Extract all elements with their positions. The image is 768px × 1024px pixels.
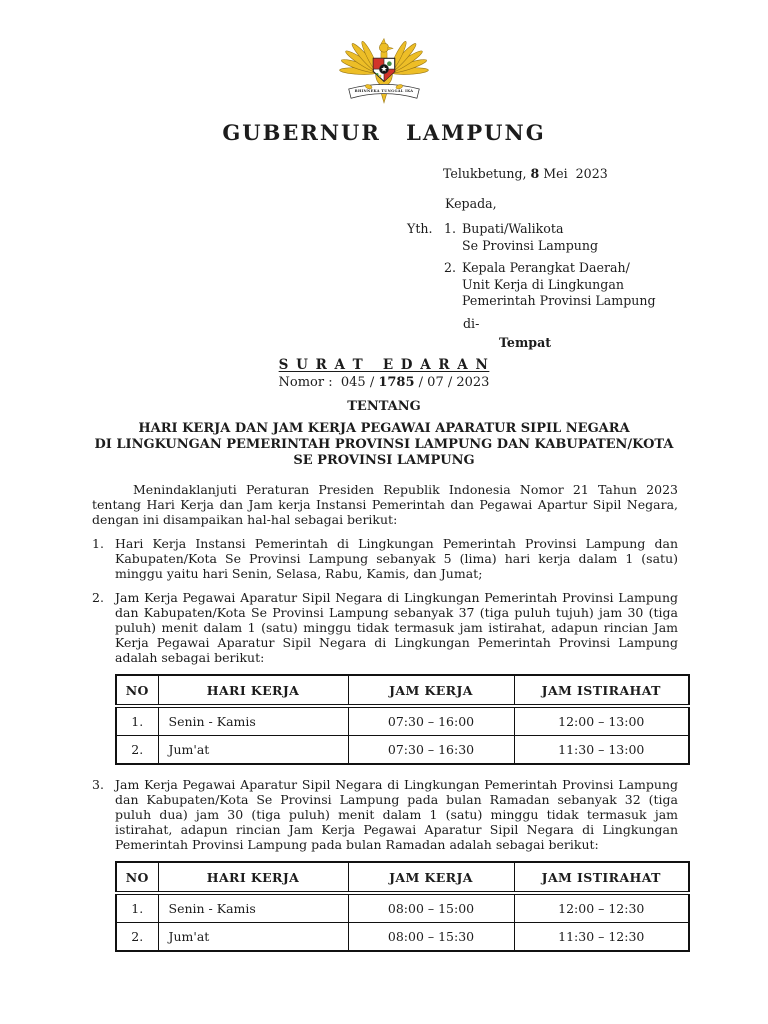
list-item-3-number: 3. bbox=[92, 777, 104, 792]
table-row bbox=[116, 706, 689, 736]
tempat-label: Tempat bbox=[499, 335, 552, 350]
table-1-r1-break: 12:00 – 13:00 bbox=[514, 706, 689, 736]
garuda-pancasila-icon bbox=[338, 26, 430, 106]
table-1-header-row bbox=[116, 675, 689, 706]
nomor-number: 1785 bbox=[378, 375, 415, 390]
list-item-1 bbox=[92, 536, 678, 581]
table-1-r1-day: Senin - Kamis bbox=[158, 706, 348, 736]
list-item-3-text: Jam Kerja Pegawai Aparatur Sipil Negara di Lingkungan Pemerintah Provinsi Lampung dan Kabupaten/Kota Se Provinsi Lampung pada bulan Ramadan sebanyak 32 (tiga puluh dua) jam 30 (tiga puluh) menit dalam 1 (satu) minggu tidak termasuk jam istirahat, adapun rincian Jam Kerja Pegawai Aparatur Sipil Negara di Lingkungan Pemerintah Provinsi Lampung pada bulan Ramadan adalah sebagai berikut: bbox=[115, 777, 678, 852]
org-title: GUBERNUR LAMPUNG bbox=[222, 120, 546, 145]
dateline-rest: Mei 2023 bbox=[539, 166, 608, 181]
work-hours-table-regular bbox=[115, 674, 690, 765]
table-1-r1-work: 07:30 – 16:00 bbox=[348, 706, 514, 736]
dateline bbox=[443, 166, 707, 183]
list-item-3 bbox=[92, 777, 678, 852]
recipient-2-number: 2. bbox=[444, 260, 457, 275]
table-2-r1-work: 08:00 – 15:00 bbox=[348, 893, 514, 923]
recipient-2-line-1: Kepala Perangkat Daerah/ bbox=[462, 260, 630, 275]
table-2-r2-day: Jum'at bbox=[158, 923, 348, 952]
recipient-1-line-2: Se Provinsi Lampung bbox=[462, 237, 599, 253]
nomor-line bbox=[0, 375, 768, 391]
letterhead bbox=[0, 0, 768, 106]
document-title-line-1: HARI KERJA DAN JAM KERJA PEGAWAI APARATUR SIPIL NEGARA bbox=[138, 421, 630, 436]
list-item-2-text: Jam Kerja Pegawai Aparatur Sipil Negara di Lingkungan Pemerintah Provinsi Lampung dan Kabupaten/Kota Se Provinsi Lampung sebanyak 37 (tiga puluh tujuh) jam 30 (tiga puluh) menit dalam 1 (satu) minggu tidak termasuk jam istirahat, adapun rincian Jam Kerja Pegawai Aparatur Sipil Negara di Lingkungan Pemerintah Provinsi Lampung adalah sebagai berikut: bbox=[115, 590, 678, 665]
table-2-col-no: NO bbox=[116, 862, 158, 893]
table-2-col-hari-kerja: HARI KERJA bbox=[158, 862, 348, 893]
recipient-2 bbox=[407, 260, 707, 310]
table-1-r2-break: 11:30 – 13:00 bbox=[514, 736, 689, 765]
table-1-col-jam-kerja: JAM KERJA bbox=[348, 675, 514, 706]
table-1-r2-work: 07:30 – 16:30 bbox=[348, 736, 514, 765]
table-2-r2-no: 2. bbox=[116, 923, 158, 952]
recipient-1 bbox=[407, 221, 707, 254]
list-item-2 bbox=[92, 590, 678, 665]
subject-block bbox=[0, 357, 768, 469]
work-hours-table-ramadan bbox=[115, 861, 690, 952]
recipient-2-line-2: Unit Kerja di Lingkungan bbox=[462, 276, 624, 292]
nomor-prefix: Nomor : 045 / bbox=[278, 375, 379, 390]
table-1-r2-day: Jum'at bbox=[158, 736, 348, 765]
opening-paragraph: Menindaklanjuti Peraturan Presiden Republik Indonesia Nomor 21 Tahun 2023 tentang Hari Kerja dan Jam kerja Instansi Pemerintah dan Pegawai Apartur Sipil Negara, dengan ini disampaikan hal-hal sebagai berikut: bbox=[92, 482, 678, 527]
recipient-2-line-3: Pemerintah Provinsi Lampung bbox=[462, 293, 656, 308]
table-row bbox=[116, 736, 689, 765]
table-row bbox=[116, 923, 689, 952]
dateline-place: Telukbetung, bbox=[443, 166, 531, 181]
surat-edaran-heading: S U R A T E D A R A N bbox=[278, 357, 490, 373]
address-block bbox=[407, 166, 707, 352]
table-1-col-jam-istirahat: JAM ISTIRAHAT bbox=[514, 675, 689, 706]
nomor-suffix: / 07 / 2023 bbox=[414, 375, 490, 390]
recipient-1-line-1: Bupati/Walikota bbox=[462, 221, 564, 236]
table-1-r2-no: 2. bbox=[116, 736, 158, 765]
yth-label: Yth. bbox=[407, 221, 433, 236]
table-2-r2-break: 11:30 – 12:30 bbox=[514, 923, 689, 952]
list-item-1-number: 1. bbox=[92, 536, 104, 551]
list-item-1-text: Hari Kerja Instansi Pemerintah di Lingkungan Pemerintah Provinsi Lampung dan Kabupaten/Kota Se Provinsi Lampung sebanyak 5 (lima) hari kerja dalam 1 (satu) minggu yaitu hari Senin, Selasa, Rabu, Kamis, dan Jumat; bbox=[115, 536, 678, 581]
list-item-2-number: 2. bbox=[92, 590, 104, 605]
table-row bbox=[116, 893, 689, 923]
emblem-motto: BHINNEKA TUNGGAL IKA bbox=[354, 89, 414, 94]
table-2-header-row bbox=[116, 862, 689, 893]
table-2-r2-work: 08:00 – 15:30 bbox=[348, 923, 514, 952]
recipient-1-number: 1. bbox=[444, 221, 457, 236]
table-1-col-no: NO bbox=[116, 675, 158, 706]
kepada-label: Kepada, bbox=[445, 195, 497, 211]
letter-body bbox=[92, 482, 678, 952]
di-label: di- bbox=[463, 315, 480, 331]
dateline-day: 8 bbox=[530, 166, 540, 181]
table-2-r1-break: 12:00 – 12:30 bbox=[514, 893, 689, 923]
document-title bbox=[0, 421, 768, 469]
table-1-col-hari-kerja: HARI KERJA bbox=[158, 675, 348, 706]
table-2-r1-day: Senin - Kamis bbox=[158, 893, 348, 923]
table-1-r1-no: 1. bbox=[116, 706, 158, 736]
table-2-r1-no: 1. bbox=[116, 893, 158, 923]
table-2-col-jam-istirahat: JAM ISTIRAHAT bbox=[514, 862, 689, 893]
tentang-label: TENTANG bbox=[347, 399, 421, 414]
document-title-line-3: SE PROVINSI LAMPUNG bbox=[293, 453, 475, 468]
table-2-col-jam-kerja: JAM KERJA bbox=[348, 862, 514, 893]
document-title-line-2: DI LINGKUNGAN PEMERINTAH PROVINSI LAMPUNG DAN KABUPATEN/KOTA bbox=[94, 437, 674, 452]
